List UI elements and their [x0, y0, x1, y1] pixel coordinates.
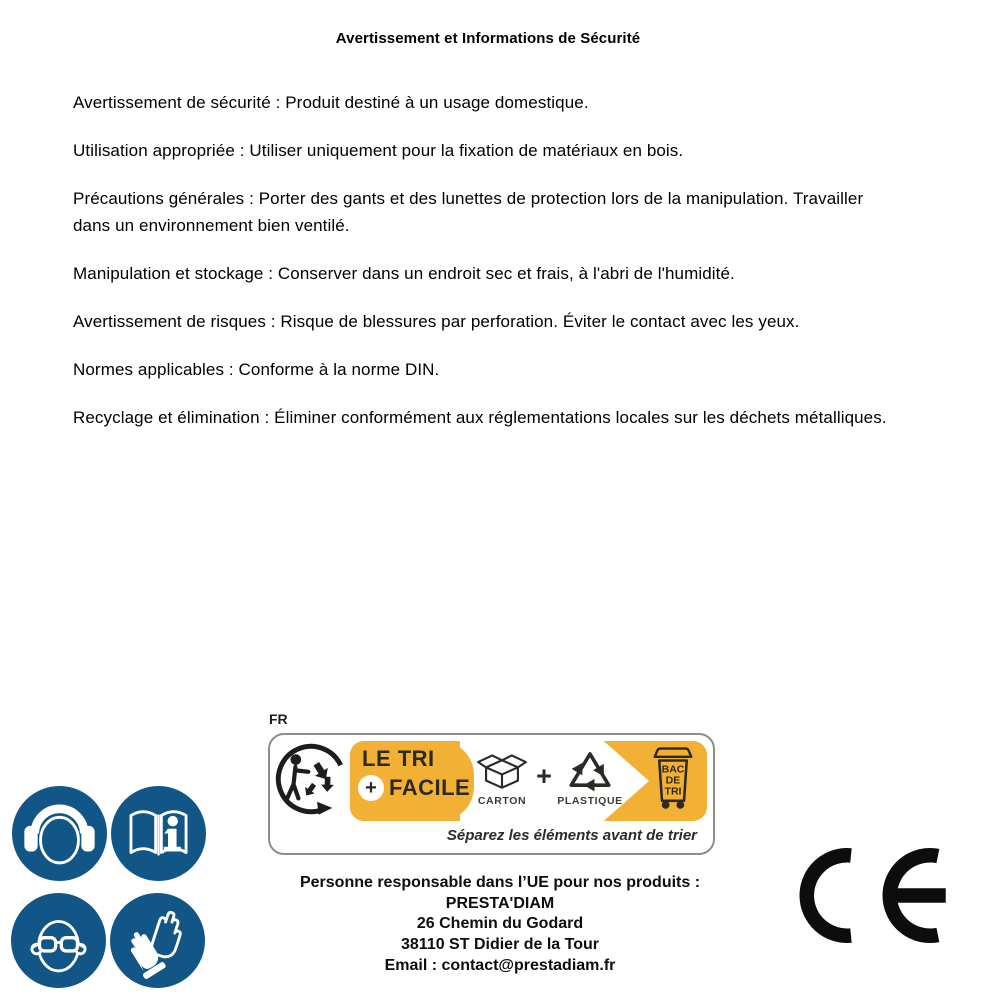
paragraph-safety-warning: Avertissement de sécurité : Produit destiné à un usage domestique. — [73, 93, 589, 112]
materials-plus: + — [536, 761, 552, 791]
paragraph-recycling: Recyclage et élimination : Éliminer conformément aux réglementations locales sur les déchets métalliques. — [73, 408, 887, 427]
address-line1: 26 Chemin du Godard — [416, 915, 584, 933]
label-headline — [358, 746, 470, 801]
recycling-triangle-icon — [565, 747, 615, 793]
carton-label: CARTON — [477, 795, 527, 807]
country-tag: FR — [269, 711, 288, 727]
plus-circle-icon: + — [358, 775, 384, 801]
paragraph-standards: Normes applicables : Conforme à la norme DIN. — [73, 360, 440, 379]
paragraph-general-precautions: Précautions générales : Porter des gants et des lunettes de protection lors de la manipulation. Travailler dans un environnement bien ventilé. — [73, 189, 864, 235]
contact-email: Email : contact@prestadiam.fr — [384, 956, 616, 974]
bin-text-line1: BAC — [661, 763, 685, 776]
triman-recycling-icon — [273, 741, 349, 817]
material-carton — [466, 747, 538, 807]
ce-marking — [798, 847, 948, 944]
page-title: Avertissement et Informations de Sécurité — [335, 30, 641, 47]
info-tri-label — [268, 733, 715, 855]
address-line2: 38110 ST Didier de la Tour — [401, 936, 599, 954]
document-body — [0, 0, 1005, 431]
ear-protection-icon — [12, 786, 107, 881]
sorting-bin-icon — [650, 744, 696, 810]
paragraph-handling-storage: Manipulation et stockage : Conserver dans un endroit sec et frais, à l'abri de l'humidité. — [73, 264, 735, 283]
paragraph-appropriate-use: Utilisation appropriée : Utiliser uniquement pour la fixation de matériaux en bois. — [73, 141, 684, 160]
plastique-label: PLASTIQUE — [557, 795, 623, 807]
protective-gloves-icon — [110, 893, 205, 988]
responsible-contact-block — [153, 873, 847, 977]
company-name: PRESTA'DIAM — [445, 894, 555, 912]
headline-line1: LE TRI — [362, 746, 435, 771]
material-plastique — [554, 747, 626, 807]
read-manual-icon — [111, 786, 206, 881]
bin-text-line2: DE — [665, 774, 681, 787]
bin-text-line3: TRI — [664, 785, 682, 798]
open-box-icon — [475, 747, 529, 793]
eye-protection-icon — [11, 893, 106, 988]
paragraph-risk-warning: Avertissement de risques : Risque de blessures par perforation. Éviter le contact avec les yeux. — [73, 312, 800, 331]
headline-line2: FACILE — [389, 775, 471, 800]
responsible-line: Personne responsable dans l’UE pour nos produits : — [299, 874, 701, 891]
label-tagline: Séparez les éléments avant de trier — [446, 827, 697, 844]
